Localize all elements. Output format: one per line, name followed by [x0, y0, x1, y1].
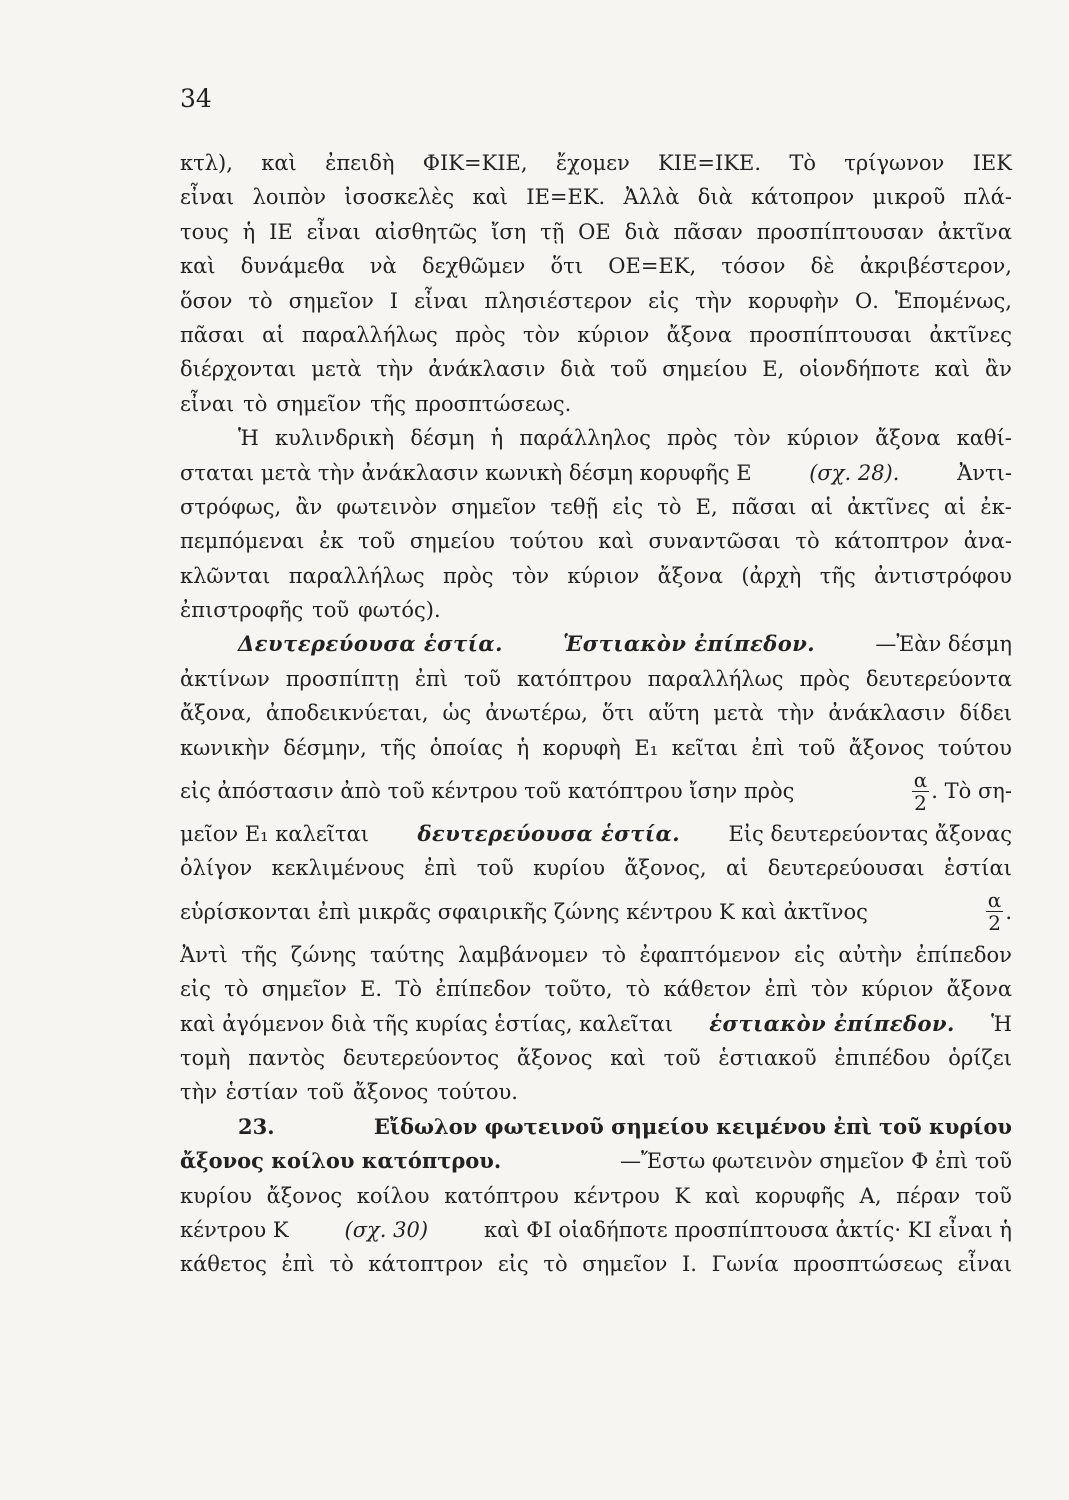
text-run: κέντρου Κ: [180, 1217, 289, 1242]
word: ἐπιπέδου: [834, 1045, 931, 1070]
word: τὸν: [733, 426, 771, 451]
word: ἡ: [242, 219, 256, 244]
word: ἄξονα: [875, 426, 941, 451]
word: διέρχονται: [180, 357, 297, 382]
word: Ἑπομένως,: [894, 288, 1012, 313]
word: τοῦ: [798, 735, 836, 760]
word: ἄξονος: [352, 1080, 429, 1105]
word: τὴν: [777, 701, 815, 726]
word: κυρίου: [180, 1183, 252, 1208]
word: παντὸς: [248, 1045, 326, 1070]
word: προσπίπτουσαι: [749, 322, 913, 347]
word: ἄξονα: [657, 563, 723, 588]
fraction: [986, 888, 1004, 936]
word: κάθετος: [180, 1252, 267, 1277]
word: Γωνία: [711, 1252, 779, 1277]
word: ἐπὶ: [751, 735, 785, 760]
word: τὴν: [695, 288, 733, 313]
word: σημείου: [662, 357, 748, 382]
text-line-composite: [180, 456, 1012, 490]
fraction-numerator: α: [987, 888, 1002, 913]
word: σημείου: [409, 529, 495, 554]
text-run: εἰς ἀπόστασιν ἀπὸ τοῦ κέντρου τοῦ κατόπτρου ἴσην πρὸς: [180, 779, 795, 804]
word: τόσον: [721, 254, 786, 279]
word: παραλλήλως: [301, 322, 438, 347]
text-run: Εἰς δευτερεύοντας ἄξονας: [728, 822, 1012, 847]
word: ΟΕ=ΕΚ,: [608, 254, 697, 279]
word: τοῦ: [476, 856, 514, 881]
word: πέραν: [896, 1183, 961, 1208]
word: κατόπτρου: [444, 1183, 559, 1208]
word: δίδει: [959, 701, 1012, 726]
term-heading: Ἑστιακὸν ἐπίπεδον.: [563, 631, 816, 657]
word: ἀνάκλασιν: [428, 357, 546, 382]
text-line: [180, 421, 1012, 455]
text-run: καὶ ΦΙ οἱαδήποτε προσπίπτουσα ἀκτίς· ΚΙ εἶναι ἡ: [484, 1217, 1012, 1242]
fraction-denominator: 2: [914, 790, 927, 815]
word: δευτερεύοντα: [865, 666, 1012, 691]
word: ἐπὶ: [414, 666, 449, 691]
word: τὴν: [180, 1080, 217, 1105]
word: φωτεινὸν: [336, 494, 438, 519]
word: αἱ: [810, 494, 834, 519]
word: εἰς: [497, 1252, 529, 1277]
word: Τὸ: [395, 977, 423, 1002]
word: ὅσον: [180, 288, 233, 313]
word: ἐκ: [319, 529, 344, 554]
word: κορυφῆς: [755, 1183, 845, 1208]
word: τούτου: [937, 735, 1012, 760]
word: πᾶσαν: [673, 219, 743, 244]
word: πρὸς: [799, 666, 850, 691]
text-line: [180, 662, 1012, 696]
text-line: [180, 215, 1012, 249]
word: ἐκ-: [980, 494, 1012, 519]
word: Ἡ: [238, 426, 259, 451]
word: τους: [180, 219, 229, 244]
word: αὕτη: [648, 701, 700, 726]
word: εἰς: [794, 942, 825, 967]
word: σημεῖον: [276, 391, 362, 416]
word: Ι: [389, 288, 399, 313]
word: σημεῖον: [451, 494, 537, 519]
word: τὸ: [625, 977, 651, 1002]
word: ἐπίπεδον: [915, 942, 1012, 967]
word: ἄξονα: [946, 977, 1012, 1002]
word: καὶ: [261, 151, 297, 175]
word: ἄξονος: [516, 1045, 593, 1070]
word: ἀνα-: [963, 529, 1012, 554]
word: ὁρίζει: [948, 1045, 1012, 1070]
word: κτλ),: [180, 151, 233, 175]
word: κοίλου: [356, 1183, 430, 1208]
word: ἀντιστρόφου: [874, 563, 1012, 588]
fraction-denominator: 2: [988, 911, 1001, 936]
text-line-composite: [180, 886, 1012, 938]
word: τούτου.: [437, 1080, 518, 1105]
word: ἀνάκλασιν: [828, 701, 946, 726]
word: τοῦ: [307, 1080, 345, 1105]
word: κεκλιμένους: [271, 856, 405, 881]
word: εἰς: [180, 977, 211, 1002]
word: κυρίου: [533, 856, 605, 881]
word: δεχθῶμεν: [421, 254, 526, 279]
word: Ο.: [855, 288, 879, 313]
word: τοῦτο,: [544, 977, 613, 1002]
word: σημεῖον: [261, 977, 347, 1002]
word: προσπίπτουσαν: [756, 219, 924, 244]
word: εἰς: [648, 288, 680, 313]
word: ΙΕΚ: [972, 151, 1012, 175]
word: λοιπὸν: [252, 185, 326, 210]
text-run: Ἡ: [991, 1011, 1012, 1036]
word: Α,: [859, 1183, 882, 1208]
word: Τὸ: [789, 151, 816, 175]
word: τὸ: [248, 288, 273, 313]
text-line: [180, 524, 1012, 558]
term-emphasis: ἑστιακὸν ἐπίπεδον.: [709, 1010, 955, 1036]
word: ἐπιστροφῆς: [180, 598, 304, 623]
figure-reference: (σχ. 30): [344, 1217, 429, 1242]
word: καὶ: [472, 185, 508, 210]
word: ἀκτῖνες: [847, 494, 930, 519]
word: τὸ: [329, 1252, 354, 1277]
word: κύριον: [861, 977, 934, 1002]
word: Ε.: [360, 977, 383, 1002]
text-run: —Ἐὰν δέσμη: [875, 632, 1012, 657]
section-heading-line: [180, 1110, 1012, 1144]
text-line: [180, 731, 1012, 765]
word: τὸ: [543, 1252, 568, 1277]
word: ἰσοσκελὲς: [344, 185, 455, 210]
word: τὸν: [511, 563, 549, 588]
word: ζώνης: [290, 942, 357, 967]
word: εἶναι: [180, 185, 235, 210]
word: δέσμην,: [283, 735, 367, 760]
word: προσπτώσεως: [793, 1252, 943, 1277]
word: στρόφως,: [180, 494, 282, 519]
word: ἴση: [491, 219, 527, 244]
word: ἄξονα,: [180, 701, 253, 726]
term-emphasis: δευτερεύουσα ἑστία.: [417, 821, 681, 847]
word: Ε₁: [634, 735, 659, 760]
word: αἱ: [725, 856, 749, 881]
word: συναντῶσαι: [648, 529, 781, 554]
text-run: καὶ ἀγόμενον διὰ τῆς κυρίας ἑστίας, καλεῖται: [180, 1011, 673, 1036]
word: ἀκτῖνες: [929, 322, 1012, 347]
word: πᾶσαι: [731, 494, 797, 519]
word: λαμβάνομεν: [458, 942, 589, 967]
word: (ἀρχὴ: [741, 563, 802, 588]
word: τρίγωνον: [844, 151, 945, 175]
word: τῆς: [241, 942, 278, 967]
word: τὸ: [224, 977, 249, 1002]
word: ἑστιακοῦ: [718, 1045, 817, 1070]
word: δευτερεύουσαι: [767, 856, 925, 881]
word: κύριον: [577, 322, 650, 347]
word: εἶναι: [180, 391, 235, 416]
word: Κ: [674, 1183, 691, 1208]
text-line-composite: [180, 1007, 1012, 1041]
word: φωτός).: [357, 598, 441, 623]
word: καὶ: [610, 1045, 646, 1070]
text-line-composite: [180, 1144, 1012, 1178]
text-line: [180, 972, 1012, 1006]
word: πρὸς: [455, 322, 506, 347]
word: ἐπειδὴ: [325, 151, 395, 175]
word: ἑστίαν: [225, 1080, 299, 1105]
word: καὶ: [934, 357, 971, 382]
text-line: [180, 1247, 1012, 1281]
text-run: Ἀντι-: [957, 460, 1012, 485]
text-line: [180, 593, 1012, 627]
word: δέσμη: [410, 426, 475, 451]
word: ἐφαπτόμενον: [639, 942, 781, 967]
word: κύριον: [567, 563, 640, 588]
word: καὶ: [704, 1183, 741, 1208]
word: ἄξονα: [666, 322, 732, 347]
word: ἐπὶ: [424, 856, 458, 881]
word: τὸν: [811, 977, 849, 1002]
word: τοῦ: [974, 1183, 1012, 1208]
word: εἶναι: [414, 288, 469, 313]
word: τὸ: [243, 391, 268, 416]
word: σημεῖον: [288, 288, 374, 313]
text-line: [180, 284, 1012, 318]
word: κλῶνται: [180, 563, 271, 588]
word: τομὴ: [180, 1045, 231, 1070]
word: κάτοπρον: [751, 185, 855, 210]
text-line: [180, 696, 1012, 730]
word: τούτου: [509, 529, 584, 554]
text-line: [180, 146, 1012, 180]
word: ἀκτῖνα: [937, 219, 1012, 244]
word: ὁποίας: [429, 735, 504, 760]
word: ἑστίαι: [944, 856, 1012, 881]
word: ἂν: [984, 357, 1012, 382]
word: τοῦ: [663, 1045, 701, 1070]
word: πρὸς: [667, 426, 718, 451]
word: τοῦ: [610, 357, 648, 382]
text-line-composite: [180, 627, 1012, 661]
word: νὰ: [369, 254, 397, 279]
word: ΚΙΕ=ΙΚΕ.: [658, 151, 762, 175]
word: κέντρου: [573, 1183, 660, 1208]
word: πλησιέστερον: [484, 288, 633, 313]
text-line: [180, 938, 1012, 972]
word: τῆς: [380, 735, 417, 760]
word: παράλληλος: [519, 426, 651, 451]
word: κάτοπτρον: [368, 1252, 484, 1277]
word: παραλλήλως: [647, 666, 784, 691]
word: ἔχομεν: [555, 151, 630, 175]
word: μετὰ: [713, 701, 764, 726]
word: ἐπὶ: [281, 1252, 315, 1277]
word: δυνάμεθα: [240, 254, 345, 279]
word: ΦΙΚ=ΚΙΕ,: [422, 151, 528, 175]
word: σημεῖον: [582, 1252, 668, 1277]
word: ἀκτίνων: [180, 666, 270, 691]
word: ἀνωτέρω,: [485, 701, 588, 726]
word: κεῖται: [671, 735, 738, 760]
word: τὸ: [795, 529, 820, 554]
text-run: .: [1005, 899, 1012, 924]
word: εἶναι: [957, 1252, 1012, 1277]
figure-reference: (σχ. 28).: [809, 460, 900, 485]
word: τῆς: [819, 563, 856, 588]
word: δὲ: [810, 254, 835, 279]
section-number: 23.: [238, 1113, 275, 1139]
word: πρὸς: [443, 563, 494, 588]
word: τὸν: [523, 322, 561, 347]
word: διὰ: [624, 219, 660, 244]
text-line-composite: [180, 1213, 1012, 1247]
text-line: [180, 352, 1012, 386]
text-line-composite: [180, 765, 1012, 817]
text-line: [180, 1075, 1012, 1109]
word: κορυφὴ: [542, 735, 621, 760]
word: ἐπὶ: [764, 977, 798, 1002]
section-title-continued: ἄξονος κοίλου κατόπτρου.: [180, 1148, 502, 1174]
word: ΙΕ: [269, 219, 293, 244]
text-line: [180, 1041, 1012, 1075]
word: κωνικὴν: [180, 735, 270, 760]
word: αἱ: [262, 322, 285, 347]
word: τοῦ: [464, 666, 502, 691]
word: καὶ: [180, 254, 216, 279]
word: παραλλήλως: [288, 563, 425, 588]
word: ἄξονος: [848, 735, 925, 760]
word: τεθῇ: [550, 494, 599, 519]
text-line: [180, 1179, 1012, 1213]
word: ὅτι: [550, 254, 584, 279]
text-run: μεῖον Ε₁ καλεῖται: [180, 822, 370, 847]
word: Ε,: [695, 494, 718, 519]
word: Ε,: [762, 357, 785, 382]
word: πλά-: [963, 185, 1012, 210]
term-heading: Δευτερεύουσα ἑστία.: [238, 631, 503, 657]
word: ἡ: [516, 735, 530, 760]
word: τοῦ: [358, 529, 396, 554]
text-run: σταται μετὰ τὴν ἀνάκλασιν κωνικὴ δέσμη κορυφῆς Ε: [180, 460, 752, 485]
word: ὡς: [442, 701, 472, 726]
word: ΙΕ=ΕΚ.: [526, 185, 606, 210]
word: εἰς: [612, 494, 644, 519]
word: προσπίπτῃ: [285, 666, 399, 691]
page-body: [180, 146, 1012, 1282]
text-line: [180, 318, 1012, 352]
word: διὰ: [560, 357, 596, 382]
word: ὀλίγον: [180, 856, 253, 881]
word: καθί-: [956, 426, 1012, 451]
word: διὰ: [697, 185, 733, 210]
fraction: [912, 767, 930, 815]
text-run: εὑρίσκονται ἐπὶ μικρᾶς σφαιρικῆς ζώνης κέντρου Κ καὶ ἀκτῖνος: [180, 899, 868, 924]
word: κορυφὴν: [748, 288, 839, 313]
text-line: [180, 559, 1012, 593]
word: τοῦ: [312, 598, 350, 623]
word: πᾶσαι: [180, 322, 245, 347]
text-line: [180, 387, 1012, 421]
word: οἱονδήποτε: [799, 357, 920, 382]
word: αὐτὴν: [838, 942, 903, 967]
text-line-composite: [180, 817, 1012, 851]
word: κατόπτρου: [516, 666, 632, 691]
section-title: Εἴδωλον φωτεινοῦ σημείου κειμένου ἐπὶ τοῦ κυρίου: [373, 1113, 1012, 1139]
text-line: [180, 249, 1012, 283]
word: ἂν: [295, 494, 323, 519]
word: Ἀντὶ: [180, 942, 228, 967]
word: κάτοπτρον: [834, 529, 950, 554]
word: δευτερεύοντος: [342, 1045, 500, 1070]
text-line: [180, 490, 1012, 524]
word: μετὰ: [311, 357, 362, 382]
word: Ι.: [682, 1252, 697, 1277]
fraction-numerator: α: [913, 767, 928, 792]
word: κυλινδρικὴ: [275, 426, 395, 451]
word: τὸ: [657, 494, 682, 519]
word: τῇ: [540, 219, 565, 244]
text-run: . Τὸ ση-: [931, 779, 1012, 804]
word: αἱ: [943, 494, 967, 519]
word: αἰσθητῶς: [374, 219, 478, 244]
word: ἄξονος: [266, 1183, 343, 1208]
word: κάθετον: [663, 977, 752, 1002]
word: προσπτώσεως.: [414, 391, 572, 416]
word: καὶ: [598, 529, 634, 554]
word: πεμπόμεναι: [180, 529, 305, 554]
word: ἐπίπεδον: [435, 977, 532, 1002]
word: ἄξονος,: [624, 856, 707, 881]
word: τῆς: [370, 391, 407, 416]
text-run: —Ἔστω φωτεινὸν σημεῖον Φ ἐπὶ τοῦ: [620, 1149, 1012, 1174]
word: Ἀλλὰ: [623, 185, 680, 210]
word: τὸ: [601, 942, 627, 967]
word: ΟΕ: [578, 219, 611, 244]
word: τὴν: [376, 357, 414, 382]
word: ταύτης: [369, 942, 445, 967]
word: ἡ: [490, 426, 504, 451]
word: κύριον: [787, 426, 859, 451]
word: ἀποδεικνύεται,: [265, 701, 429, 726]
word: ἀκριβέστερον,: [859, 254, 1012, 279]
word: ὅτι: [601, 701, 635, 726]
text-line: [180, 180, 1012, 214]
word: εἶναι: [306, 219, 361, 244]
text-line: [180, 851, 1012, 885]
word: μικροῦ: [872, 185, 946, 210]
page-number: 34: [180, 84, 212, 113]
